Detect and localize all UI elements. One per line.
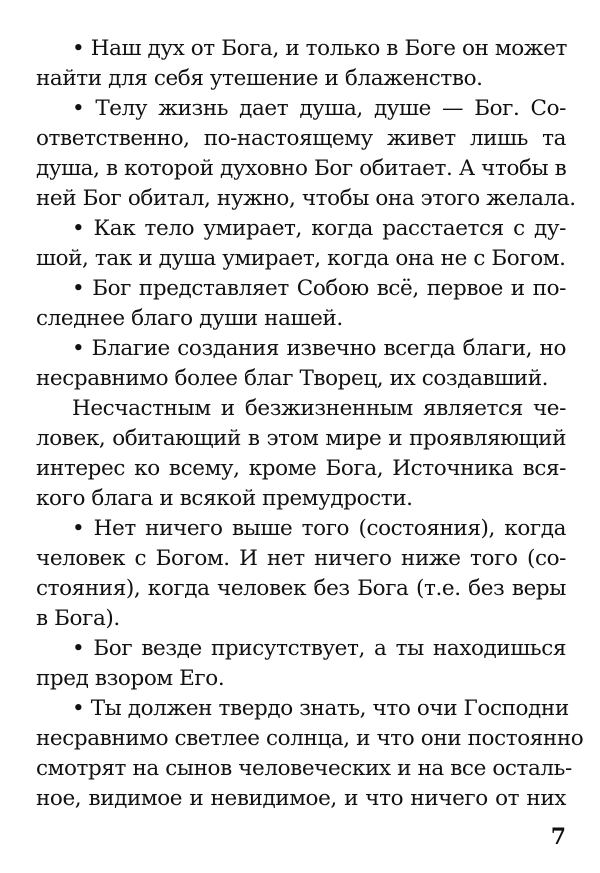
text-line: • Как тело умирает, когда расстается с ду- — [72, 216, 566, 241]
paragraph-6 — [36, 394, 566, 514]
text-line: • Наш дух от Бога, и только в Боге он может — [72, 36, 567, 61]
paragraph-9 — [36, 694, 584, 814]
paragraph-7 — [36, 514, 566, 634]
paragraph-8 — [36, 634, 566, 694]
text-line: Несчастным и безжизненным является че- — [72, 396, 566, 421]
text-line: • Ты должен твердо знать, что очи Господни — [72, 696, 569, 721]
text-line: ловек, обитающий в этом мире и проявляющий — [36, 426, 566, 451]
text-line: ное, видимое и невидимое, и что ничего от них — [36, 786, 566, 811]
text-line: стояния), когда человек без Бога (т.е. без веры — [36, 576, 566, 601]
paragraph-5 — [36, 334, 566, 394]
page-number: 7 — [550, 824, 566, 850]
text-line: следнее благо души нашей. — [36, 306, 343, 331]
paragraph-1 — [36, 34, 566, 94]
paragraph-3 — [36, 214, 566, 274]
text-line: смотрят на сынов человеческих и на все осталь- — [36, 756, 572, 781]
text-line: несравнимо светлее солнца, и что они постоянно — [36, 726, 584, 751]
text-line: найти для себя утешение и блаженство. — [36, 66, 483, 91]
text-line: человек с Богом. И нет ничего ниже того (со- — [36, 546, 566, 571]
text-line: ней Бог обитал, нужно, чтобы она этого желала. — [36, 186, 576, 211]
text-line: кого блага и всякой премудрости. — [36, 486, 413, 511]
text-line: • Благие создания извечно всегда благи, но — [72, 336, 566, 361]
text-line: интерес ко всему, кроме Бога, Источника вся- — [36, 456, 566, 481]
text-line: • Бог представляет Собою всё, первое и по- — [72, 276, 566, 301]
page-text — [36, 34, 584, 814]
text-line: пред взором Его. — [36, 666, 225, 691]
text-line: • Телу жизнь дает душа, душе — Бог. Со- — [72, 96, 566, 121]
text-line: ответственно, по-настоящему живет лишь та — [36, 126, 566, 151]
paragraph-2 — [36, 94, 576, 214]
text-line: шой, так и душа умирает, когда она не с Богом. — [36, 246, 566, 271]
paragraph-4 — [36, 274, 566, 334]
text-line: душа, в которой духовно Бог обитает. А чтобы в — [36, 156, 567, 181]
text-line: • Бог везде присутствует, а ты находишься — [72, 636, 566, 661]
text-line: несравнимо более благ Творец, их создавший. — [36, 366, 549, 391]
text-line: в Бога). — [36, 606, 120, 631]
text-line: • Нет ничего выше того (состояния), когда — [72, 516, 566, 541]
